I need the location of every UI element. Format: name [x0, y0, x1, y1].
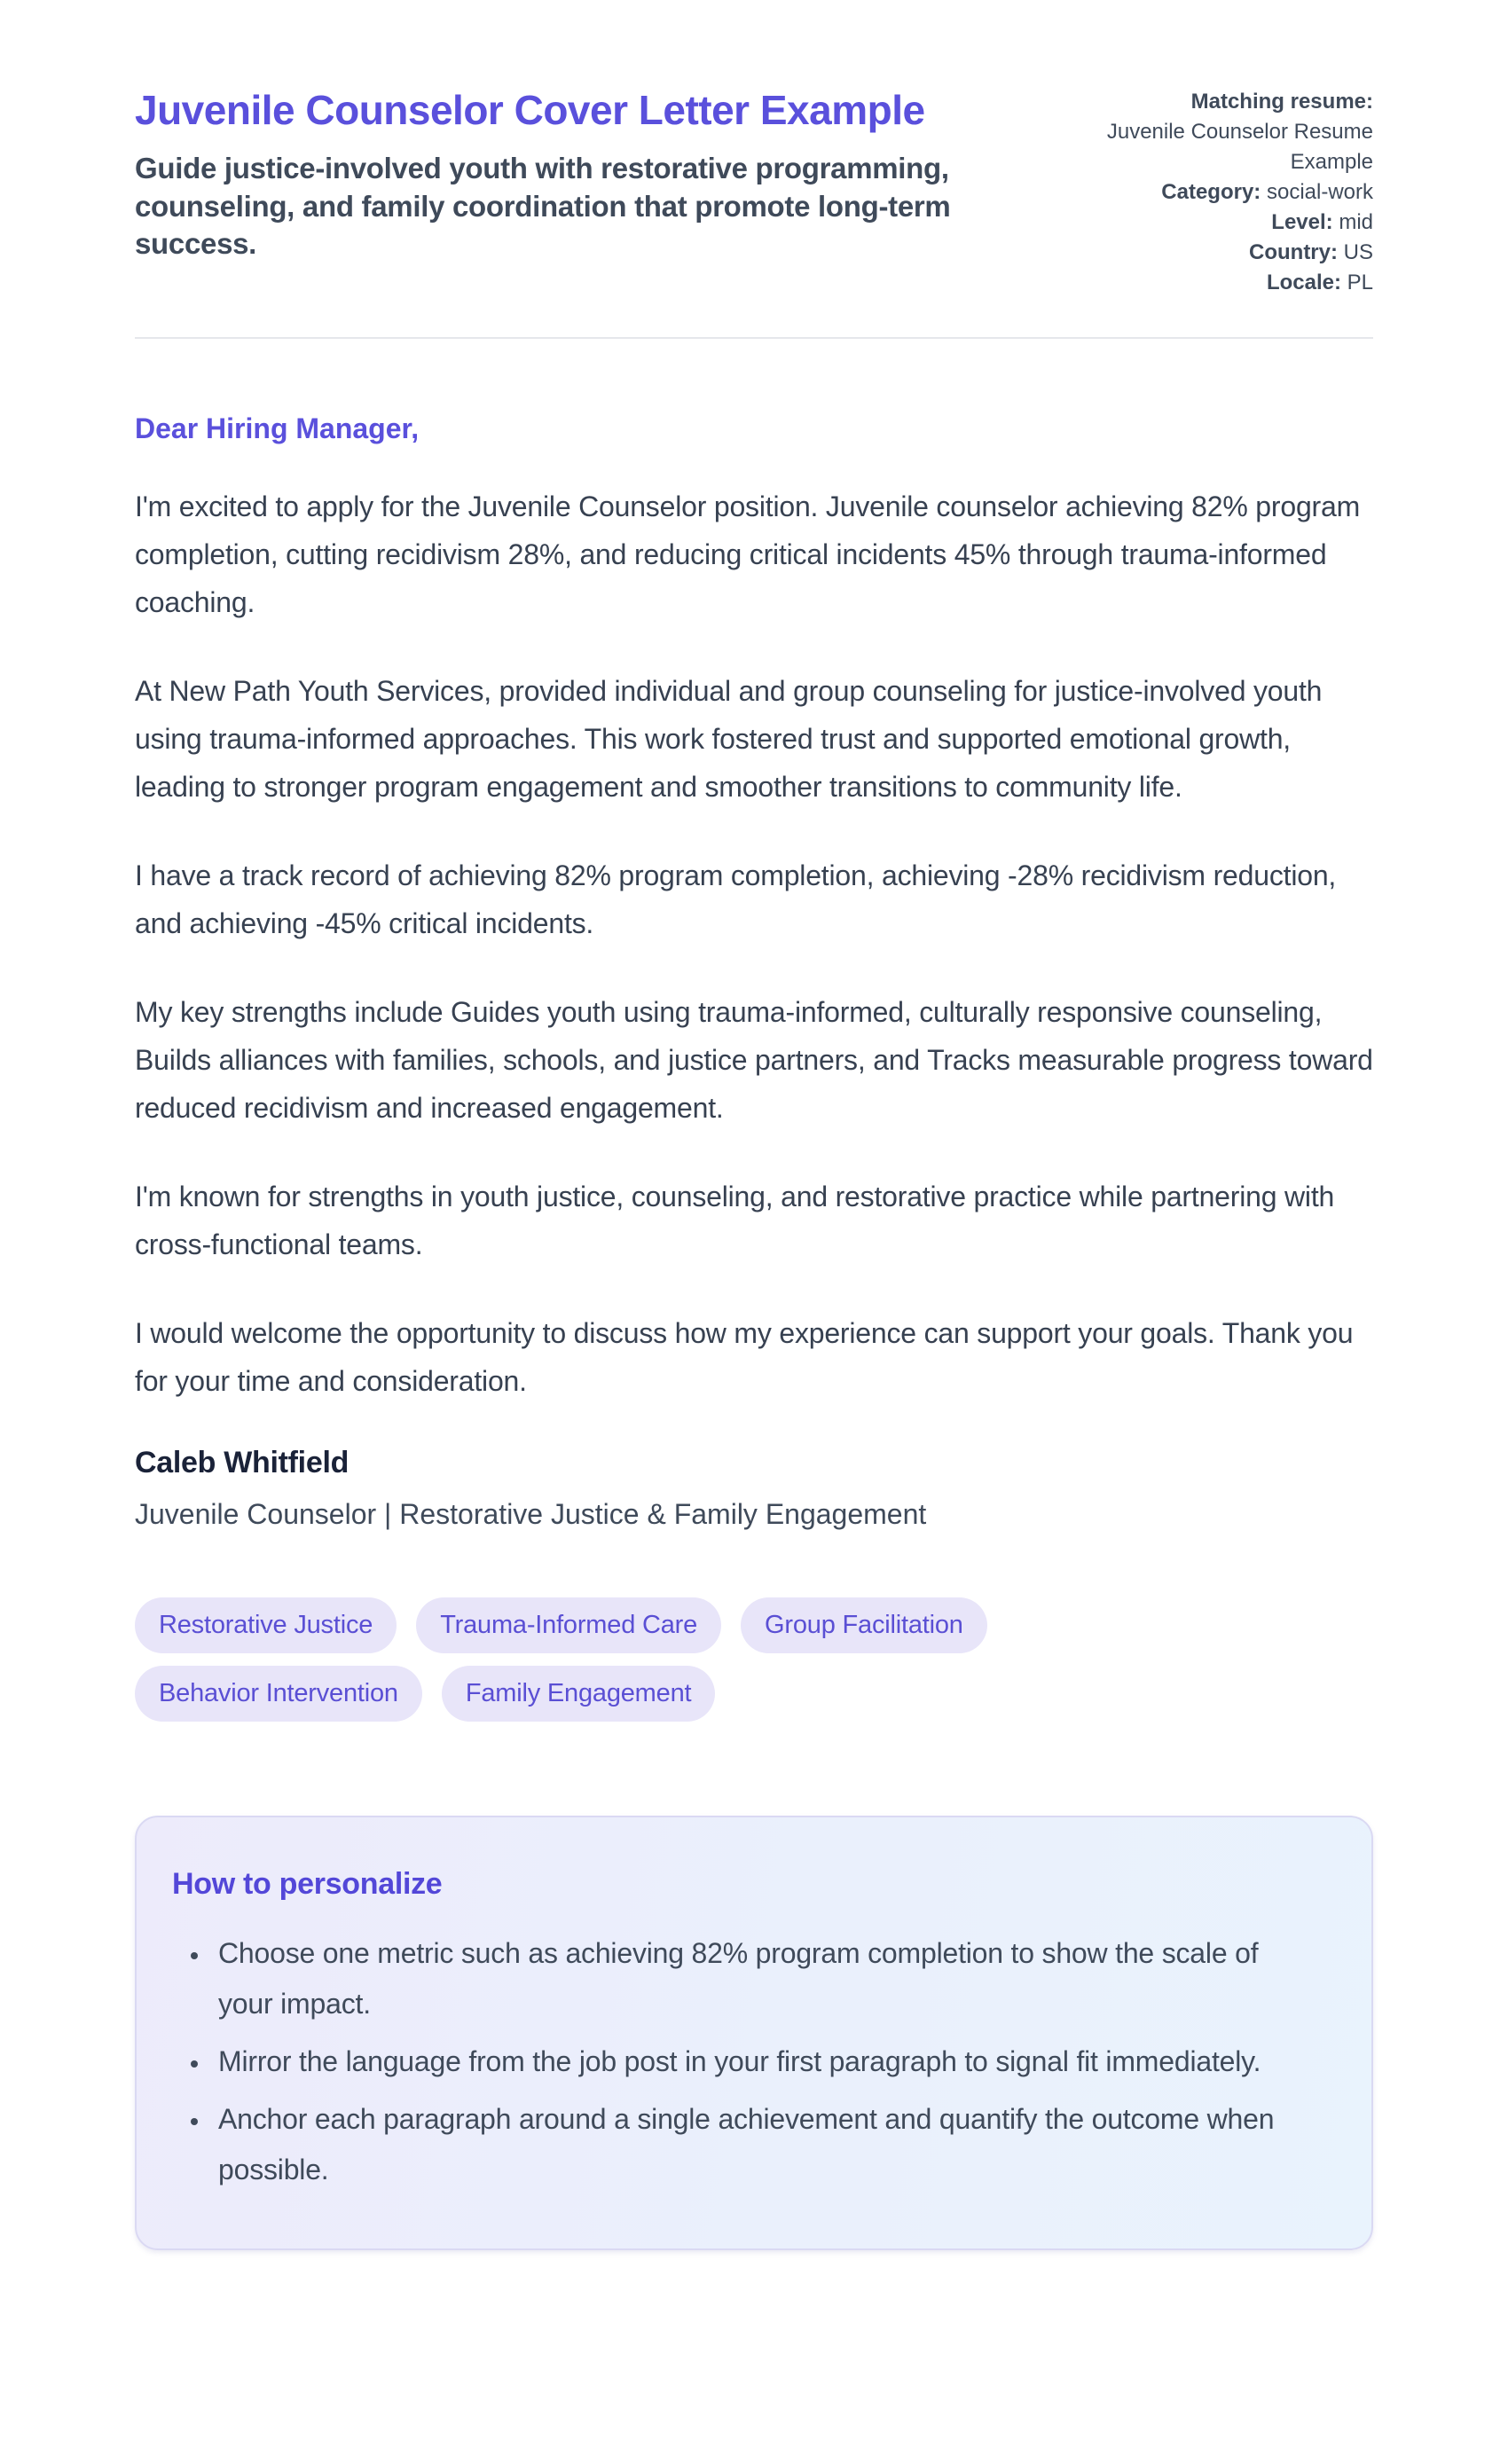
meta-level — [1072, 208, 1373, 238]
meta-category-value: social-work — [1266, 180, 1373, 204]
skill-tag: Behavior Intervention — [135, 1666, 422, 1722]
letter-paragraph: I'm known for strengths in youth justice, counseling, and restorative practice while partnering with cross-functional teams. — [135, 1181, 1335, 1260]
skill-tag: Restorative Justice — [135, 1597, 397, 1653]
header-divider — [135, 337, 1373, 339]
meta-country-label: Country: — [1249, 240, 1338, 264]
letter-paragraph: My key strengths include Guides youth using trauma-informed, culturally responsive counseling, Builds alliances with families, schools, and justice partners, and Tracks measurable progress toward reduced recidivism and increased engagement. — [135, 996, 1373, 1124]
matching-resume-label: Matching resume: — [1190, 90, 1373, 114]
matching-resume-value: Juvenile Counselor Resume Example — [1106, 120, 1373, 174]
meta-locale-value: PL — [1347, 271, 1373, 294]
resume-meta-panel — [1072, 82, 1373, 298]
personalize-tip: • Anchor each paragraph around a single achievement and quantify the outcome when possible. — [211, 2094, 1309, 2195]
letter-paragraph: At New Path Youth Services, provided individual and group counseling for justice-involved youth using trauma-informed approaches. This work fostered trust and supported emotional growth, leading to stronger program engagement and smoother transitions to community life. — [135, 675, 1323, 803]
meta-locale-label: Locale: — [1266, 271, 1341, 294]
meta-level-label: Level: — [1271, 210, 1333, 234]
meta-category — [1072, 177, 1373, 208]
skill-tag-list — [135, 1597, 1253, 1722]
meta-category-label: Category: — [1161, 180, 1261, 204]
cover-letter-body — [135, 404, 1373, 1534]
personalize-tip: • Mirror the language from the job post in your first paragraph to signal fit immediately. — [211, 2036, 1309, 2087]
page-header — [135, 82, 1373, 298]
letter-paragraph: I'm excited to apply for the Juvenile Counselor position. Juvenile counselor achieving 82% program completion, cutting recidivism 28%, and reducing critical incidents 45% through trauma-informed coaching. — [135, 490, 1361, 618]
personalize-title: How to personalize — [172, 1867, 443, 1901]
page-title: Juvenile Counselor Cover Letter Example — [135, 87, 925, 133]
skill-tag: Trauma-Informed Care — [416, 1597, 721, 1653]
header-title-block — [135, 82, 1072, 263]
salutation: Dear Hiring Manager, — [135, 412, 420, 444]
meta-country — [1072, 238, 1373, 268]
personalize-tip-list — [172, 1928, 1329, 2195]
letter-paragraph: I have a track record of achieving 82% program completion, achieving -28% recidivism reduction, and achieving -45% critical incidents. — [135, 859, 1337, 939]
signature-title: Juvenile Counselor | Restorative Justice & Family Engagement — [135, 1498, 927, 1530]
page-subtitle: Guide justice-involved youth with restorative programming, counseling, and family coordination that promote long-term success. — [135, 152, 951, 260]
skill-tag: Group Facilitation — [741, 1597, 987, 1653]
personalize-tip: • Choose one metric such as achieving 82% program completion to show the scale of your impact. — [211, 1928, 1309, 2029]
letter-paragraph: I would welcome the opportunity to discuss how my experience can support your goals. Thank you for your time and consideration. — [135, 1317, 1354, 1397]
meta-level-value: mid — [1339, 210, 1373, 234]
skill-tag: Family Engagement — [442, 1666, 716, 1722]
meta-locale — [1072, 268, 1373, 298]
signature-name: Caleb Whitfield — [135, 1446, 350, 1479]
how-to-personalize-box — [135, 1816, 1373, 2250]
meta-country-value: US — [1343, 240, 1373, 264]
